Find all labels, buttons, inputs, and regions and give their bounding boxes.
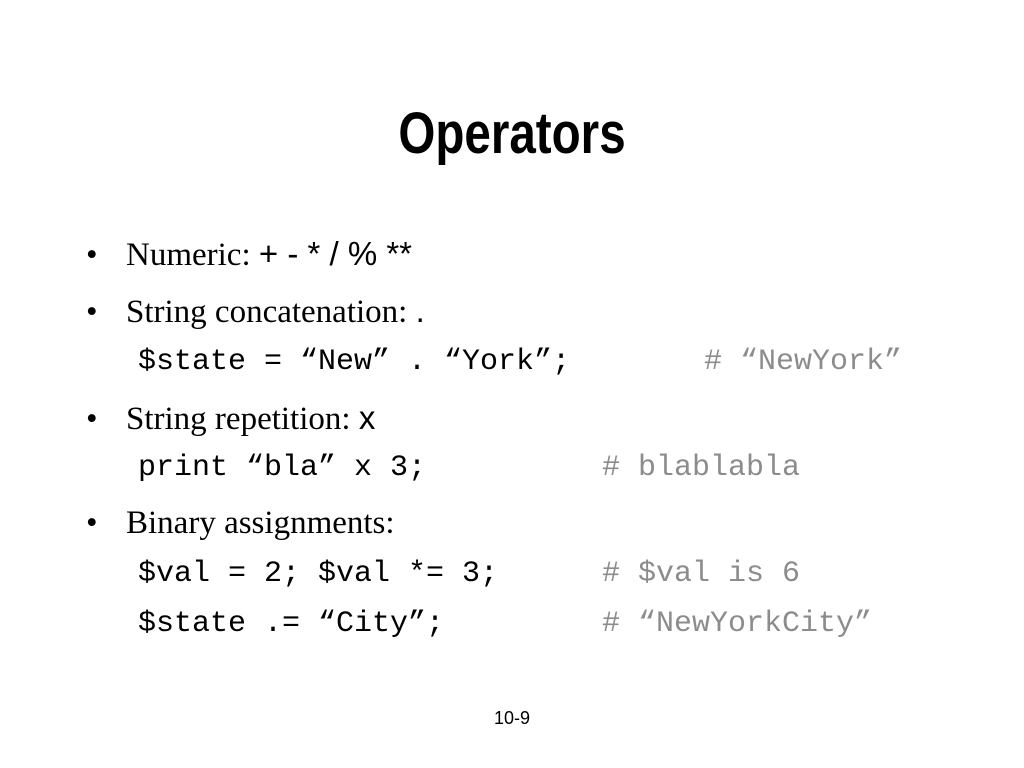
bullet-dot: • <box>86 401 98 437</box>
bullet-repetition <box>86 398 375 439</box>
page-number: 10-9 <box>493 708 531 728</box>
repetition-operator: x <box>358 399 376 436</box>
bullet-dot: • <box>86 294 98 330</box>
code-assign-example-2: $state .= “City”; <box>138 607 445 641</box>
code-assign-comment-2: # “NewYorkCity” <box>602 607 873 641</box>
bullet-assign-label: Binary assignments: <box>126 505 395 541</box>
code-assign-comment-1: # $val is 6 <box>602 557 801 591</box>
bullet-repetition-label: String repetition: <box>126 401 359 437</box>
code-repeat-comment: # blablabla <box>602 451 801 485</box>
bullet-numeric-label: Numeric: <box>126 237 259 273</box>
code-assign-example-1: $val = 2; $val *= 3; <box>138 557 499 591</box>
bullet-concat-label: String concatenation: <box>126 294 416 330</box>
bullet-dot: • <box>86 505 98 541</box>
numeric-operators: + - * / % ** <box>258 235 413 272</box>
bullet-dot: • <box>86 237 98 273</box>
code-repeat-example: print “bla” x 3; <box>138 451 427 485</box>
bullet-assign <box>86 503 395 543</box>
slide-title: Operators <box>398 101 626 166</box>
bullet-concat <box>86 291 425 332</box>
concat-operator: . <box>415 292 425 329</box>
bullet-numeric <box>86 234 412 275</box>
code-concat-comment: # “NewYork” <box>704 345 903 379</box>
code-concat-example: $state = “New” . “York”; <box>138 345 571 379</box>
